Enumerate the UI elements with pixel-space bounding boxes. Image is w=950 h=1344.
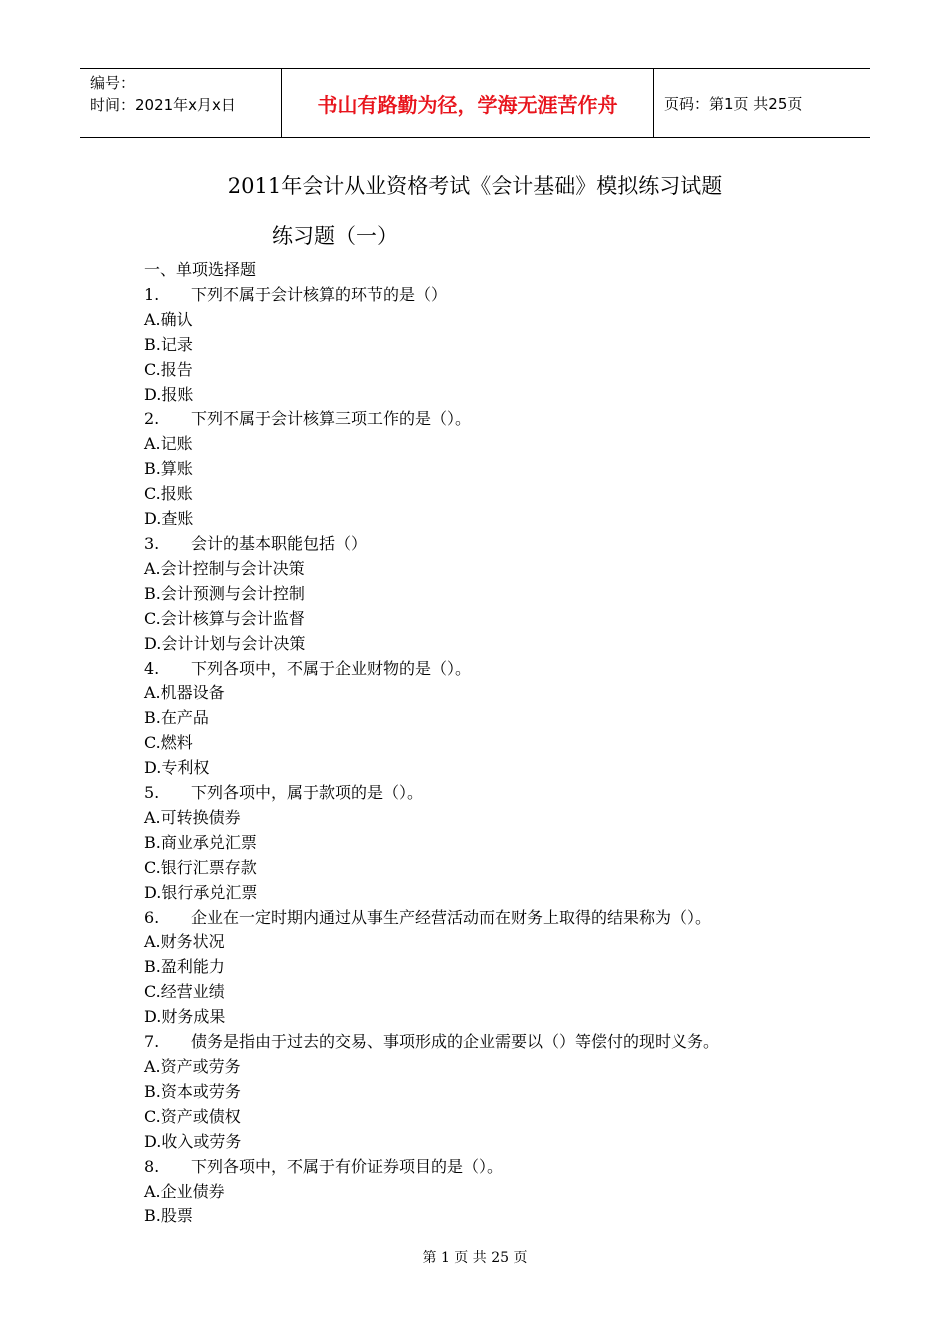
- page-footer: 第 1 页 共 25 页: [422, 1250, 528, 1266]
- answer-option: A.记账: [144, 434, 193, 454]
- question-number: 8.: [144, 1156, 160, 1176]
- answer-option: D.报账: [144, 384, 194, 404]
- question-item: [144, 1155, 864, 1180]
- answer-option: C.燃料: [144, 733, 193, 753]
- answer-option: D.查账: [144, 509, 194, 529]
- answer-option: D.会计计划与会计决策: [144, 633, 306, 653]
- answer-option: B.资本或劳务: [144, 1081, 241, 1101]
- question-text: 会计的基本职能包括（）: [191, 533, 368, 553]
- question-item: [144, 283, 864, 308]
- question-text: 下列不属于会计核算的环节的是（）: [191, 284, 448, 304]
- answer-option: A.会计控制与会计决策: [144, 558, 305, 578]
- questions-container: [144, 283, 864, 1229]
- question-number: 1.: [144, 284, 160, 304]
- question-item: [144, 781, 864, 806]
- answer-option: B.在产品: [144, 708, 209, 728]
- document-header: [80, 68, 870, 138]
- question-text: 下列各项中，属于款项的是（）。: [191, 783, 424, 803]
- answer-option: A.财务状况: [144, 932, 225, 952]
- answer-option: C.报告: [144, 359, 193, 379]
- page-label: 页码：第1页 共25页: [664, 94, 803, 113]
- question-item: [144, 407, 864, 432]
- number-label: 编号：: [90, 74, 136, 92]
- answer-option: B.记录: [144, 334, 193, 354]
- answer-option: A.可转换债券: [144, 807, 241, 827]
- question-number: 5.: [144, 783, 160, 803]
- question-number: 6.: [144, 907, 160, 927]
- answer-option: B.会计预测与会计控制: [144, 583, 305, 603]
- answer-option: B.算账: [144, 459, 193, 479]
- question-item: [144, 657, 864, 682]
- question-list: [144, 258, 864, 1229]
- answer-option: A.机器设备: [144, 683, 225, 703]
- answer-option: B.盈利能力: [144, 957, 225, 977]
- question-text: 企业在一定时期内通过从事生产经营活动而在财务上取得的结果称为（）。: [191, 907, 712, 927]
- question-text: 下列各项中，不属于企业财物的是（）。: [191, 658, 472, 678]
- answer-option: A.确认: [144, 309, 193, 329]
- question-text: 债务是指由于过去的交易、事项形成的企业需要以（）等偿付的现时义务。: [191, 1032, 720, 1052]
- question-item: [144, 1030, 864, 1055]
- document-subtitle: 练习题（一）: [272, 224, 398, 248]
- question-number: 3.: [144, 533, 160, 553]
- section-heading: 一、单项选择题: [144, 260, 257, 279]
- answer-option: B.商业承兑汇票: [144, 832, 257, 852]
- question-number: 7.: [144, 1032, 160, 1052]
- header-info: [80, 69, 282, 137]
- question-number: 4.: [144, 658, 160, 678]
- answer-option: C.资产或债权: [144, 1106, 241, 1126]
- answer-option: B.股票: [144, 1206, 193, 1226]
- question-number: 2.: [144, 409, 160, 429]
- answer-option: D.财务成果: [144, 1007, 226, 1027]
- answer-option: C.经营业绩: [144, 982, 225, 1002]
- question-item: [144, 906, 864, 931]
- question-item: [144, 532, 864, 557]
- answer-option: C.会计核算与会计监督: [144, 608, 305, 628]
- answer-option: D.银行承兑汇票: [144, 882, 258, 902]
- answer-option: A.资产或劳务: [144, 1057, 241, 1076]
- time-label: 时间：2021年x月x日: [90, 96, 236, 114]
- answer-option: A.企业债券: [144, 1181, 225, 1201]
- document-title: 2011年会计从业资格考试《会计基础》模拟练习试题: [227, 174, 723, 198]
- answer-option: C.银行汇票存款: [144, 857, 257, 877]
- motto: 书山有路勤为径，学海无涯苦作舟: [282, 69, 654, 137]
- question-text: 下列不属于会计核算三项工作的是（）。: [191, 409, 472, 429]
- answer-option: D.专利权: [144, 758, 210, 778]
- question-text: 下列各项中，不属于有价证券项目的是（）。: [191, 1156, 504, 1176]
- answer-option: C.报账: [144, 484, 193, 504]
- answer-option: D.收入或劳务: [144, 1131, 242, 1151]
